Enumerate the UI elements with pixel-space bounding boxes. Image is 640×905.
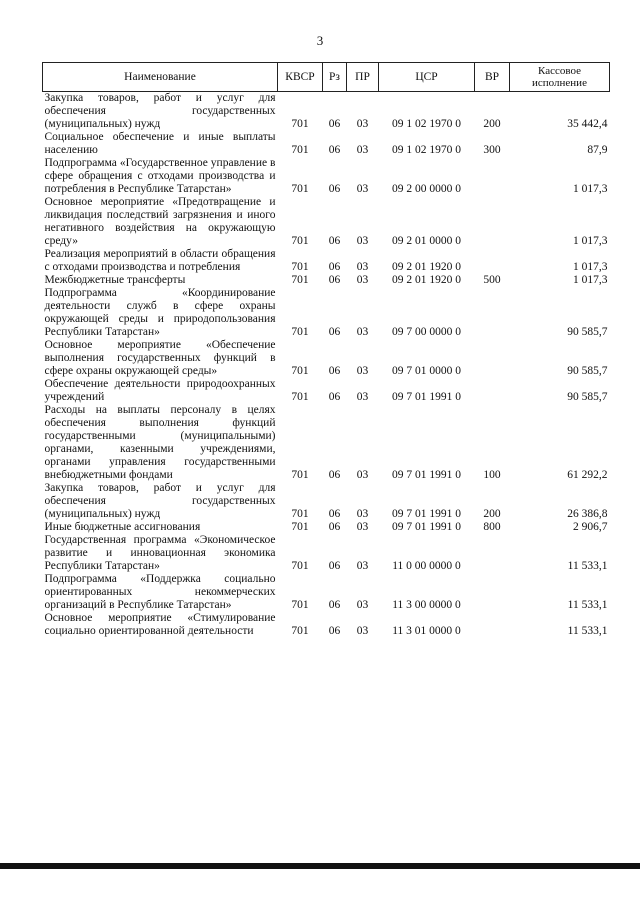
row-rz: 06: [328, 599, 341, 611]
row-vr: 100: [483, 469, 501, 481]
table-row: [43, 339, 610, 378]
col-header-name: Наименование: [43, 63, 278, 92]
row-pr: 03: [356, 521, 369, 533]
row-kvsr: 701: [291, 521, 309, 533]
row-name: Расходы на выплаты персоналу в целях обеспечения выполнения функций государственными (муниципальными) органами, казенными учреждениями, органами управления государственными внебюджетными фондами: [44, 404, 276, 481]
col-header-pr: ПР: [347, 63, 379, 92]
row-kvsr: 701: [291, 391, 309, 403]
row-vr: [475, 534, 510, 573]
row-rz: 06: [328, 391, 341, 403]
row-vr: [475, 378, 510, 404]
row-csr: 09 7 00 0000 0: [392, 326, 461, 338]
budget-table: [42, 62, 610, 638]
row-csr: 09 7 01 0000 0: [392, 365, 461, 377]
row-vr: [475, 157, 510, 196]
row-vr: 200: [483, 118, 501, 130]
table-body: [43, 92, 610, 639]
row-amount: 1 017,3: [573, 261, 608, 273]
table-row: [43, 573, 610, 612]
row-pr: 03: [356, 144, 369, 156]
table-row: [43, 287, 610, 339]
row-pr: 03: [356, 560, 369, 572]
row-amount: 61 292,2: [567, 469, 608, 481]
row-pr: 03: [356, 365, 369, 377]
table-row: [43, 378, 610, 404]
row-vr: [475, 573, 510, 612]
row-name: Основное мероприятие «Обеспечение выполнения государственных функций в сфере охраны окружающей среды»: [44, 339, 276, 377]
row-vr: [475, 339, 510, 378]
table-row: [43, 248, 610, 274]
row-rz: 06: [328, 326, 341, 338]
row-name: Основное мероприятие «Предотвращение и ликвидация последствий загрязнения и иного негативного воздействия на окружающую среду»: [44, 196, 276, 247]
row-name: Социальное обеспечение и иные выплаты населению: [44, 131, 276, 156]
table-row: [43, 482, 610, 521]
row-csr: 09 2 00 0000 0: [392, 183, 461, 195]
row-rz: 06: [328, 521, 341, 533]
table-row: [43, 521, 610, 534]
row-name: Подпрограмма «Поддержка социально ориентированных некоммерческих организаций в Республике Татарстан»: [44, 573, 276, 611]
row-csr: 11 3 01 0000 0: [392, 625, 461, 637]
row-amount: 90 585,7: [567, 326, 608, 338]
row-amount: 11 533,1: [567, 560, 608, 572]
row-kvsr: 701: [291, 235, 309, 247]
row-kvsr: 701: [291, 118, 309, 130]
row-pr: 03: [356, 235, 369, 247]
row-vr: [475, 248, 510, 274]
row-csr: 09 7 01 1991 0: [392, 508, 461, 520]
row-kvsr: 701: [291, 326, 309, 338]
row-rz: 06: [328, 625, 341, 637]
row-vr: 200: [483, 508, 501, 520]
table-row: [43, 157, 610, 196]
row-csr: 09 1 02 1970 0: [392, 144, 461, 156]
row-amount: 1 017,3: [573, 235, 608, 247]
row-rz: 06: [328, 508, 341, 520]
row-rz: 06: [328, 469, 341, 481]
row-rz: 06: [328, 235, 341, 247]
col-header-rz: Рз: [323, 63, 347, 92]
row-name: Иные бюджетные ассигнования: [44, 521, 201, 533]
row-name: Государственная программа «Экономическое развитие и инновационная экономика Республики Татарстан»: [44, 534, 276, 572]
bottom-edge-bar: [0, 863, 640, 869]
page-number: 3: [316, 33, 324, 48]
row-kvsr: 701: [291, 365, 309, 377]
row-kvsr: 701: [291, 274, 309, 286]
row-amount: 11 533,1: [567, 599, 608, 611]
row-vr: 300: [483, 144, 501, 156]
row-csr: 11 0 00 0000 0: [392, 560, 461, 572]
row-csr: 11 3 00 0000 0: [392, 599, 461, 611]
row-rz: 06: [328, 560, 341, 572]
col-header-vr: ВР: [475, 63, 510, 92]
row-kvsr: 701: [291, 625, 309, 637]
row-amount: 11 533,1: [567, 625, 608, 637]
row-pr: 03: [356, 625, 369, 637]
row-kvsr: 701: [291, 261, 309, 273]
row-csr: 09 2 01 0000 0: [392, 235, 461, 247]
row-amount: 87,9: [587, 144, 608, 156]
table-row: [43, 612, 610, 638]
row-name: Подпрограмма «Государственное управление в сфере обращения с отходами производства и потребления в Республике Татарстан»: [44, 157, 276, 195]
row-csr: 09 7 01 1991 0: [392, 521, 461, 533]
row-vr: [475, 196, 510, 248]
row-amount: 2 906,7: [573, 521, 608, 533]
row-kvsr: 701: [291, 183, 309, 195]
table-row: [43, 131, 610, 157]
row-pr: 03: [356, 274, 369, 286]
row-amount: 90 585,7: [567, 365, 608, 377]
row-rz: 06: [328, 274, 341, 286]
row-kvsr: 701: [291, 144, 309, 156]
row-name: Закупка товаров, работ и услуг для обеспечения государственных (муниципальных) нужд: [44, 482, 276, 520]
row-vr: 800: [483, 521, 501, 533]
row-kvsr: 701: [291, 508, 309, 520]
row-rz: 06: [328, 183, 341, 195]
table-row: [43, 274, 610, 287]
row-pr: 03: [356, 599, 369, 611]
row-pr: 03: [356, 391, 369, 403]
row-rz: 06: [328, 118, 341, 130]
row-csr: 09 2 01 1920 0: [392, 261, 461, 273]
row-rz: 06: [328, 261, 341, 273]
table-header: [43, 63, 610, 92]
row-vr: 500: [483, 274, 501, 286]
row-amount: 26 386,8: [567, 508, 608, 520]
col-header-amount: Кассовое исполнение: [510, 63, 610, 92]
row-pr: 03: [356, 469, 369, 481]
table-row: [43, 92, 610, 132]
row-csr: 09 2 01 1920 0: [392, 274, 461, 286]
row-kvsr: 701: [291, 599, 309, 611]
row-csr: 09 7 01 1991 0: [392, 391, 461, 403]
row-amount: 35 442,4: [567, 118, 608, 130]
table-row: [43, 534, 610, 573]
row-pr: 03: [356, 508, 369, 520]
row-name: Закупка товаров, работ и услуг для обеспечения государственных (муниципальных) нужд: [44, 92, 276, 130]
row-csr: 09 1 02 1970 0: [392, 118, 461, 130]
row-name: Основное мероприятие «Стимулирование социально ориентированной деятельности: [44, 612, 276, 637]
table-row: [43, 196, 610, 248]
row-name: Обеспечение деятельности природоохранных учреждений: [44, 378, 276, 403]
row-kvsr: 701: [291, 469, 309, 481]
row-rz: 06: [328, 144, 341, 156]
row-rz: 06: [328, 365, 341, 377]
row-name: Межбюджетные трансферты: [44, 274, 186, 286]
table-row: [43, 404, 610, 482]
row-name: Реализация мероприятий в области обращения с отходами производства и потребления: [44, 248, 276, 273]
row-vr: [475, 612, 510, 638]
row-amount: 90 585,7: [567, 391, 608, 403]
row-amount: 1 017,3: [573, 183, 608, 195]
col-header-kvsr: КВСР: [278, 63, 323, 92]
col-header-csr: ЦСР: [379, 63, 475, 92]
row-name: Подпрограмма «Координирование деятельности служб в сфере охраны окружающей среды и природопользования Республики Татарстан»: [44, 287, 276, 338]
row-vr: [475, 287, 510, 339]
row-pr: 03: [356, 261, 369, 273]
row-amount: 1 017,3: [573, 274, 608, 286]
row-csr: 09 7 01 1991 0: [392, 469, 461, 481]
row-kvsr: 701: [291, 560, 309, 572]
row-pr: 03: [356, 183, 369, 195]
row-pr: 03: [356, 118, 369, 130]
row-pr: 03: [356, 326, 369, 338]
